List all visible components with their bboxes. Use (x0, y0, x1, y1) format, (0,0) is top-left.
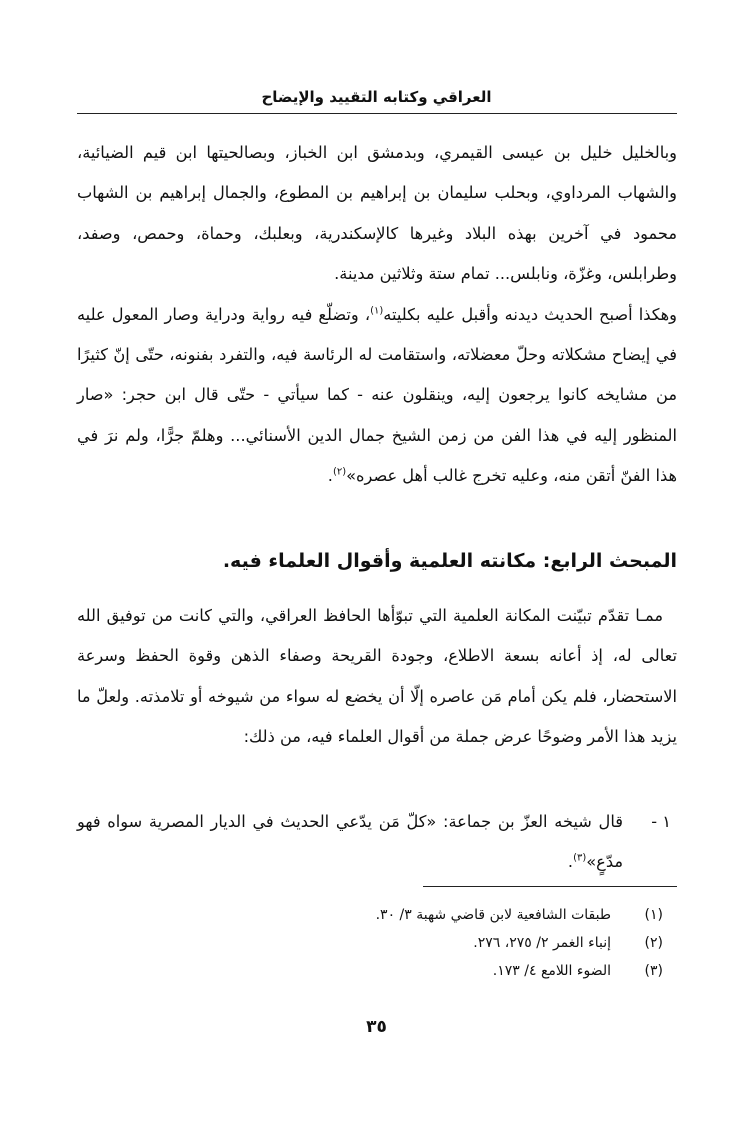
paragraph-2-text-a: وهكذا أصبح الحديث ديدنه وأقبل عليه بكليته (383, 304, 678, 324)
body-text-block (77, 133, 677, 497)
footnote-text: إنباء الغمر ٢/ ٢٧٥، ٢٧٦. (473, 935, 611, 951)
footnote-number: (٢) (644, 935, 663, 951)
footnote-number: (٣) (644, 963, 663, 979)
footnote-text: طبقات الشافعية لابن قاضي شهبة ٣/ ٣٠. (375, 907, 611, 923)
footnote-rule (423, 886, 677, 887)
page-number: ٣٥ (366, 1017, 387, 1037)
list-item (77, 802, 677, 883)
footnote-text: الضوء اللامع ٤/ ١٧٣. (492, 963, 611, 979)
footnotes (77, 901, 677, 985)
list-item-end: . (567, 852, 574, 872)
header-rule (77, 113, 677, 114)
footnote-ref-3: (٣) (573, 853, 587, 865)
paragraph-1: وبالخليل خليل بن عيسى القيمري، وبدمشق ابن الخباز، وبصالحيتها ابن قيم الضيائية، والشهاب المرداوي، وبحلب سليمان بن إبراهيم بن المطوع، والجمال إبراهيم بن الشهاب محمود في آخرين بهذه البلاد وغيرها كالإسكندرية، وبعلبك، وحماة، وحمص، وصفد، وطرابلس، وغزّة، ونابلس... تمام ستة وثلاثين مدينة. (77, 143, 677, 284)
list-item-number: ١ - (651, 812, 671, 831)
list-item-text-wrap (77, 802, 623, 883)
section-heading: المبحث الرابع: مكانته العلمية وأقوال العلماء فيه. (222, 550, 677, 572)
footnote (77, 929, 677, 957)
paragraph-2-end: . (327, 466, 333, 486)
footnote-ref-2: (٢) (332, 466, 347, 478)
running-title: العراقي وكتابه التقييد والإيضاح (261, 88, 492, 106)
footnote-number: (١) (644, 907, 663, 923)
paragraph-2 (77, 295, 677, 497)
footnote (77, 901, 677, 929)
footnote-ref-1: (١) (370, 305, 384, 317)
paragraph-2-text-b: ، وتضلّع فيه رواية ودراية وصار المعول عليه في إيضاح مشكلاته وحلّ معضلاته، واستقامت له الرئاسة فيه، والتفرد بفنونه، حتّى إنّ كثيرًا من مشايخه كانوا يرجعون إليه، وينقلون عنه - كما سيأتي - حتّى قال ابن حجر: «صار المنظور إليه في هذا الفن من زمن الشيخ جمال الدين الأسنائي... وهلمّ جرًّا، ولم نرَ في هذا الفنّ أتقن منه، وعليه تخرج غالب أهل عصره» (77, 304, 677, 486)
section-body (77, 596, 677, 758)
section-paragraph: ممـا تقدّم تبيّنت المكانة العلمية التي تبوّأها الحافظ العراقي، والتي كانت من توفيق الله تعالى له، إذ أعانه بسعة الاطلاع، وجودة القريحة وصفاء الذهن وقوة الحفظ وسرعة الاستحضار، فلم يكن أمام مَن عاصره إلّا أن يخضع له سواء من شيوخه أو تلامذته. ولعلّ ما يزيد هذا الأمر وضوحًا عرض جملة من أقوال العلماء فيه، من ذلك: (77, 606, 677, 747)
list-item-text: قال شيخه العزّ بن جماعة: «كلّ مَن يدّعي الحديث في الديار المصرية سواه فهو مدّعٍ» (77, 812, 623, 872)
footnote (77, 957, 677, 985)
